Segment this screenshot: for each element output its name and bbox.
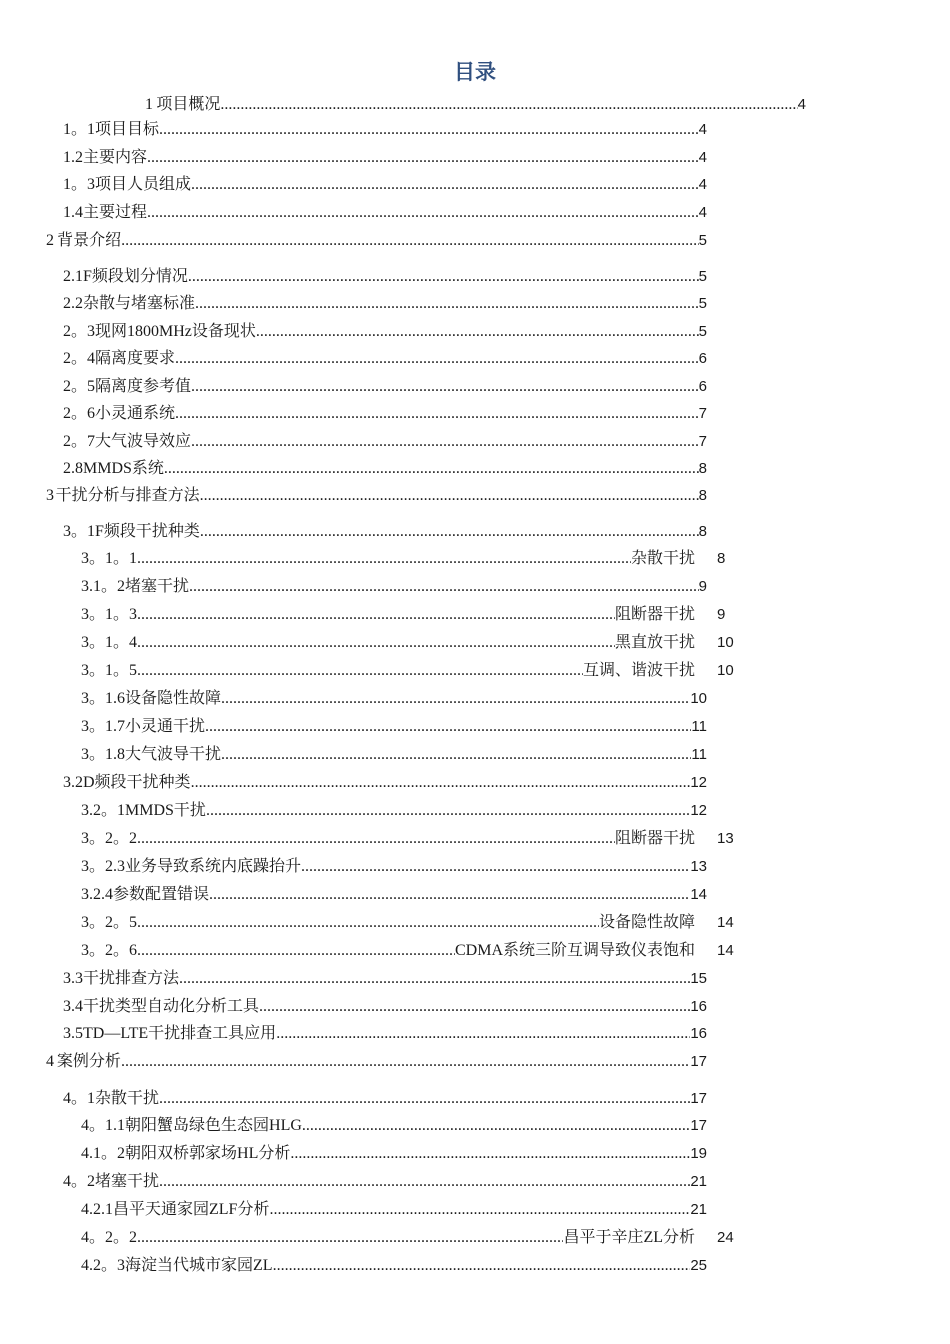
toc-entry-page: 24	[717, 1229, 734, 1246]
toc-entry-number: 4。2。2	[81, 1229, 138, 1246]
toc-entry-text: 杂散干扰	[95, 1090, 160, 1107]
dot-leader	[159, 118, 699, 142]
dot-leader	[164, 457, 699, 481]
toc-entry-text: 小灵通干扰	[125, 718, 206, 735]
dot-leader	[302, 1114, 690, 1138]
toc-entry[interactable]	[63, 347, 707, 371]
dot-leader	[175, 402, 699, 426]
dot-leader	[191, 173, 699, 197]
toc-entry-number: 4.2。3	[81, 1257, 126, 1274]
toc-entry-text: 设备隐性故障	[598, 914, 695, 931]
dot-leader	[179, 967, 690, 991]
toc-entry[interactable]	[63, 292, 707, 316]
toc-entry[interactable]	[63, 1087, 707, 1111]
toc-entry[interactable]	[63, 457, 707, 481]
toc-entry-page: 13	[690, 858, 707, 875]
dot-leader	[159, 1087, 690, 1111]
toc-entry-number: 3。1。5	[81, 662, 138, 679]
dot-leader	[276, 1022, 690, 1046]
toc-entry[interactable]	[63, 201, 707, 225]
toc-entry-page: 17	[690, 1090, 707, 1107]
dot-leader	[137, 911, 599, 935]
toc-entry-number: 3.5	[63, 1025, 83, 1042]
toc-entry[interactable]	[46, 1050, 707, 1074]
toc-entry-page: 12	[690, 802, 707, 819]
toc-entry-page: 4	[698, 176, 707, 193]
toc-entry[interactable]	[81, 1254, 707, 1278]
dot-leader	[200, 484, 699, 508]
toc-entry-page: 9	[698, 578, 707, 595]
toc-entry-page: 9	[717, 606, 726, 623]
toc-entry-text: 朝阳蟹岛绿色生态园HLG	[125, 1117, 302, 1134]
toc-entry-text: MMDS系统	[83, 460, 164, 477]
toc-entry-number: 3。2。6	[81, 942, 138, 959]
toc-entry-number: 2	[46, 232, 54, 249]
toc-entry-page: 17	[690, 1053, 707, 1070]
toc-entry-page: 11	[691, 718, 707, 735]
toc-entry[interactable]	[81, 939, 695, 963]
toc-entry-text: 堵塞干扰	[125, 578, 190, 595]
toc-entry-text: 杂散与堵塞标准	[83, 295, 196, 312]
dot-leader	[189, 575, 699, 599]
toc-entry-page: 8	[698, 487, 707, 504]
toc-entry-text: 小灵通系统	[95, 405, 176, 422]
toc-entry[interactable]	[81, 799, 707, 823]
toc-entry[interactable]	[63, 118, 707, 142]
toc-entry-page: 6	[698, 350, 707, 367]
dot-leader	[137, 1226, 563, 1250]
dot-leader	[137, 603, 615, 627]
toc-entry-page: 16	[690, 1025, 707, 1042]
toc-entry[interactable]	[63, 375, 707, 399]
toc-entry-page: 5	[698, 323, 707, 340]
toc-entry-number: 2。3	[63, 323, 96, 340]
toc-entry-page: 25	[690, 1257, 707, 1274]
toc-entry-text: 业务导致系统内底躁抬升	[125, 858, 302, 875]
toc-entry-number: 3。2.3	[81, 858, 126, 875]
dot-leader	[188, 265, 699, 289]
dot-leader	[273, 1254, 691, 1278]
toc-entry-page: 8	[717, 550, 726, 567]
toc-entry-text: D频段干扰种类	[83, 774, 191, 791]
toc-entry-text: F频段干扰种类	[95, 523, 200, 540]
toc-entry-text: MMDS干扰	[125, 802, 206, 819]
dot-leader	[137, 659, 583, 683]
toc-entry[interactable]	[63, 146, 707, 170]
toc-entry-text: 昌平天通家园ZLF分析	[113, 1201, 270, 1218]
toc-entry[interactable]	[63, 771, 707, 795]
toc-entry-text: 海淀当代城市家园ZL	[125, 1257, 273, 1274]
toc-entry[interactable]	[63, 1170, 707, 1194]
toc-entry[interactable]	[63, 1022, 707, 1046]
toc-entry-number: 3。1。1	[81, 550, 138, 567]
toc-entry-text: 项目目标	[95, 121, 160, 138]
toc-entry-page: 7	[698, 405, 707, 422]
toc-entry-text: 干扰排查方法	[83, 970, 180, 987]
toc-entry-page: 14	[717, 942, 734, 959]
toc-entry[interactable]	[81, 855, 707, 879]
toc-entry-number: 3。2。2	[81, 830, 138, 847]
toc-entry-number: 4。1	[63, 1090, 96, 1107]
toc-entry-text: CDMA系统三阶互调导致仪表饱和	[454, 942, 695, 959]
toc-entry-text: 项目人员组成	[95, 176, 192, 193]
dot-leader	[209, 883, 690, 907]
toc-entry[interactable]	[81, 883, 707, 907]
dot-leader	[147, 146, 699, 170]
dot-leader	[269, 1198, 690, 1222]
toc-entry-text: F频段划分情况	[83, 268, 188, 285]
toc-entry[interactable]	[81, 659, 695, 683]
toc-entry-number: 2.1	[63, 268, 83, 285]
toc-entry-page: 10	[717, 662, 734, 679]
toc-entry-number: 3。1.8	[81, 746, 126, 763]
toc-entry-number: 2。4	[63, 350, 96, 367]
toc-entry-page: 4	[698, 204, 707, 221]
toc-entry[interactable]	[81, 1198, 707, 1222]
toc-entry[interactable]	[63, 173, 707, 197]
toc-entry[interactable]	[81, 687, 707, 711]
toc-entry-text: 朝阳双桥郭家场HL分析	[125, 1145, 291, 1162]
toc-entry-page: 5	[698, 268, 707, 285]
dot-leader	[259, 995, 690, 1019]
toc-entry-text: 项目概况	[156, 96, 221, 113]
toc-entry[interactable]	[63, 520, 707, 544]
toc-entry[interactable]	[63, 265, 707, 289]
toc-entry-text: TD—LTE干扰排查工具应用	[83, 1025, 277, 1042]
toc-entry-page: 7	[698, 433, 707, 450]
dot-leader	[301, 855, 690, 879]
toc-entry-page: 21	[690, 1173, 707, 1190]
toc-entry[interactable]	[81, 1142, 707, 1166]
toc-entry-text: 大气波导干扰	[125, 746, 222, 763]
toc-entry[interactable]	[81, 631, 695, 655]
toc-entry-page: 4	[698, 121, 707, 138]
dot-leader	[195, 292, 699, 316]
toc-entry[interactable]	[81, 1114, 707, 1138]
toc-entry-number: 2。5	[63, 378, 96, 395]
toc-entry-page: 12	[690, 774, 707, 791]
toc-entry[interactable]	[81, 547, 695, 571]
toc-entry-number: 3。1	[63, 523, 96, 540]
toc-entry-text: 设备隐性故障	[125, 690, 222, 707]
toc-entry[interactable]	[145, 93, 806, 117]
toc-entry[interactable]	[63, 995, 707, 1019]
toc-entry-text: 阻断器干扰	[614, 606, 695, 623]
dot-leader	[159, 1170, 690, 1194]
toc-entry[interactable]	[63, 967, 707, 991]
dot-leader	[256, 320, 699, 344]
dot-leader	[137, 631, 615, 655]
toc-entry-text: 主要内容	[83, 149, 148, 166]
dot-leader	[137, 827, 615, 851]
toc-entry-text: 现网1800MHz设备现状	[95, 323, 256, 340]
toc-entry-page: 19	[690, 1145, 707, 1162]
toc-entry-page: 13	[717, 830, 734, 847]
toc-entry-page: 8	[698, 460, 707, 477]
toc-entry-number: 3.3	[63, 970, 83, 987]
toc-entry-number: 3.1。2	[81, 578, 126, 595]
toc-entry-page: 4	[797, 96, 806, 113]
toc-entry-text: 杂散干扰	[630, 550, 695, 567]
toc-entry-page: 6	[698, 378, 707, 395]
dot-leader	[191, 375, 699, 399]
toc-entry-number: 3。1.6	[81, 690, 126, 707]
toc-entry-text: 隔离度要求	[95, 350, 176, 367]
toc-entry-page: 14	[717, 914, 734, 931]
toc-entry[interactable]	[81, 743, 707, 767]
toc-entry-text: 主要过程	[83, 204, 148, 221]
toc-entry-page: 11	[691, 746, 707, 763]
toc-entry-number: 2.2	[63, 295, 83, 312]
toc-entry-text: 昌平于辛庄ZL分析	[563, 1229, 695, 1246]
toc-entry-number: 2.8	[63, 460, 83, 477]
toc-entry-number: 3。1.7	[81, 718, 126, 735]
toc-entry-page: 14	[690, 886, 707, 903]
toc-entry-text: 黑直放干扰	[614, 634, 695, 651]
toc-entry-page: 5	[698, 232, 707, 249]
dot-leader	[137, 547, 631, 571]
toc-entry-text: 干扰类型自动化分析工具	[83, 998, 260, 1015]
dot-leader	[137, 939, 455, 963]
toc-entry[interactable]	[63, 402, 707, 426]
toc-entry-text: 大气波导效应	[95, 433, 192, 450]
toc-entry-number: 2。7	[63, 433, 96, 450]
toc-entry-text: 互调、谐波干扰	[582, 662, 695, 679]
toc-entry-number: 1.4	[63, 204, 83, 221]
toc-entry[interactable]	[63, 430, 707, 454]
toc-entry-text: 参数配置错误	[113, 886, 210, 903]
dot-leader	[121, 229, 699, 253]
toc-entry[interactable]	[81, 603, 695, 627]
toc-entry-number: 1	[145, 96, 153, 113]
dot-leader	[206, 799, 690, 823]
toc-entry-number: 2。6	[63, 405, 96, 422]
toc-entry[interactable]	[81, 827, 695, 851]
dot-leader	[220, 93, 797, 117]
dot-leader	[121, 1050, 690, 1074]
toc-entry[interactable]	[81, 715, 707, 739]
toc-entry[interactable]	[81, 1226, 695, 1250]
toc-entry[interactable]	[63, 320, 707, 344]
dot-leader	[191, 771, 691, 795]
toc-entry-number: 3	[46, 487, 54, 504]
toc-entry-number: 3。1。3	[81, 606, 138, 623]
toc-entry-page: 8	[698, 523, 707, 540]
toc-entry-page: 21	[690, 1201, 707, 1218]
dot-leader	[290, 1142, 690, 1166]
toc-entry-number: 4.2.1	[81, 1201, 113, 1218]
toc-entry-page: 4	[698, 149, 707, 166]
toc-entry-text: 堵塞干扰	[95, 1173, 160, 1190]
dot-leader	[221, 743, 691, 767]
dot-leader	[191, 430, 699, 454]
toc-entry-number: 1。3	[63, 176, 96, 193]
toc-entry[interactable]	[81, 575, 707, 599]
dot-leader	[221, 687, 690, 711]
toc-entry-page: 17	[690, 1117, 707, 1134]
toc-entry-page: 16	[690, 998, 707, 1015]
toc-entry-page: 10	[690, 690, 707, 707]
toc-entry-text: 干扰分析与排查方法	[55, 487, 200, 504]
toc-title: 目录	[454, 60, 496, 84]
toc-entry-number: 4.1。2	[81, 1145, 126, 1162]
toc-entry-number: 1。1	[63, 121, 96, 138]
toc-entry-page: 15	[690, 970, 707, 987]
dot-leader	[200, 520, 699, 544]
toc-entry[interactable]	[81, 911, 695, 935]
toc-entry-number: 4。1.1	[81, 1117, 126, 1134]
toc-entry-number: 3。1。4	[81, 634, 138, 651]
toc-entry-number: 4	[46, 1053, 54, 1070]
toc-entry-text: 阻断器干扰	[614, 830, 695, 847]
toc-entry-text: 隔离度参考值	[95, 378, 192, 395]
toc-entry-number: 1.2	[63, 149, 83, 166]
toc-entry-number: 3。2。5	[81, 914, 138, 931]
toc-entry[interactable]	[46, 229, 707, 253]
dot-leader	[175, 347, 699, 371]
toc-entry-number: 3.4	[63, 998, 83, 1015]
toc-entry-number: 3.2.4	[81, 886, 113, 903]
dot-leader	[147, 201, 699, 225]
dot-leader	[205, 715, 691, 739]
toc-entry[interactable]	[46, 484, 707, 508]
toc-entry-number: 3.2	[63, 774, 83, 791]
toc-entry-text: 背景介绍	[57, 232, 122, 249]
toc-entry-page: 5	[698, 295, 707, 312]
toc-entry-number: 3.2。1	[81, 802, 126, 819]
toc-entry-number: 4。2	[63, 1173, 96, 1190]
toc-entry-text: 案例分析	[56, 1053, 121, 1070]
toc-entry-page: 10	[717, 634, 734, 651]
